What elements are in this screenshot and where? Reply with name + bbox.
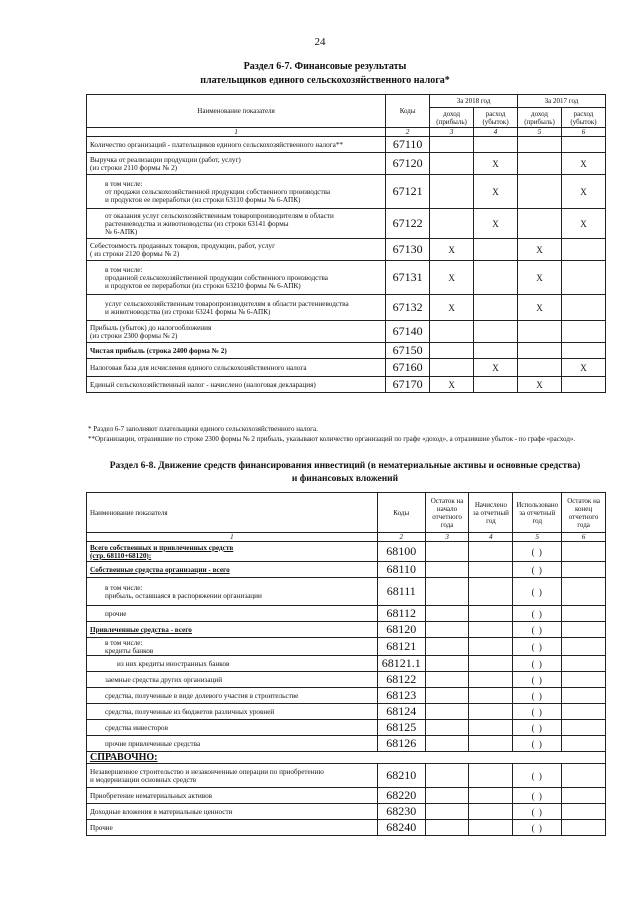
cell-2017-expense <box>562 261 606 295</box>
colnum-6: 6 <box>562 533 606 542</box>
cell-start <box>425 804 469 820</box>
section7-title-line1: Раздел 6-7. Финансовые результаты <box>243 61 407 72</box>
row-name: Всего собственных и привлеченных средств (стр. 68110+68120): <box>87 542 378 562</box>
cell-end <box>562 656 606 672</box>
cell-used: ( ) <box>513 672 562 688</box>
header-name: Наименование показателя <box>87 493 378 533</box>
colnum-2: 2 <box>386 128 430 137</box>
cell-used: ( ) <box>513 688 562 704</box>
cell-accrued <box>469 704 513 720</box>
cell-2018-income <box>430 321 474 343</box>
cell-accrued <box>469 578 513 606</box>
cell-2018-income: X <box>430 377 474 393</box>
row-code: 68124 <box>377 704 425 720</box>
table-row <box>87 153 606 175</box>
row-code: 68111 <box>377 578 425 606</box>
cell-accrued <box>469 820 513 836</box>
row-name: в том числе: кредиты банков <box>87 638 378 656</box>
cell-2018-expense <box>474 239 518 261</box>
row-name: прочие привлеченные средства <box>87 736 378 752</box>
row-name: в том числе: от продажи сельскохозяйственной продукции собственного производства и продуктов ее переработки (из строки 63110 формы № 6-АПК) <box>87 175 386 209</box>
cell-2018-expense <box>474 321 518 343</box>
cell-end <box>562 578 606 606</box>
row-code: 68220 <box>377 788 425 804</box>
table-row <box>87 672 606 688</box>
row-code: 68121 <box>377 638 425 656</box>
cell-2017-expense: X <box>562 153 606 175</box>
cell-2017-income <box>518 321 562 343</box>
row-name: Единый сельскохозяйственный налог - начислено (налоговая декларация) <box>87 377 386 393</box>
header-name: Наименование показателя <box>87 95 386 128</box>
cell-start <box>425 764 469 788</box>
row-code: 67110 <box>386 137 430 153</box>
row-code: 68240 <box>377 820 425 836</box>
row-name: средства инвесторов <box>87 720 378 736</box>
row-code: 67170 <box>386 377 430 393</box>
cell-start <box>425 656 469 672</box>
row-code: 67131 <box>386 261 430 295</box>
cell-start <box>425 720 469 736</box>
header-codes: Коды <box>386 95 430 128</box>
cell-accrued <box>469 764 513 788</box>
header-2018: За 2018 год <box>430 95 518 108</box>
cell-start <box>425 688 469 704</box>
table-row <box>87 606 606 622</box>
cell-used: ( ) <box>513 542 562 562</box>
table-row <box>87 359 606 377</box>
table-row <box>87 261 606 295</box>
colnum-1: 1 <box>87 128 386 137</box>
cell-start <box>425 578 469 606</box>
cell-2017-expense: X <box>562 359 606 377</box>
colnum-5: 5 <box>513 533 562 542</box>
section8-title-line2: и финансовых вложений <box>291 474 399 484</box>
table-row <box>87 209 606 239</box>
cell-2018-expense: X <box>474 175 518 209</box>
row-name: Чистая прибыль (строка 2400 форма № 2) <box>87 343 386 359</box>
header-end-balance: Остаток на конец отчетного года <box>562 493 606 533</box>
cell-end <box>562 788 606 804</box>
spravochno-row <box>87 752 606 764</box>
column-number-row <box>87 533 606 542</box>
row-code: 68112 <box>377 606 425 622</box>
cell-2017-income: X <box>518 377 562 393</box>
row-name: Приобретение нематериальных активов <box>87 788 378 804</box>
section8-title-line1: Раздел 6-8. Движение средств финансирования инвестиций (в нематериальные активы и основные средства) <box>109 461 581 471</box>
row-name: Себестоимость проданных товаров, продукции, работ, услуг ( из строки 2120 формы № 2) <box>87 239 386 261</box>
cell-used: ( ) <box>513 638 562 656</box>
cell-start <box>425 542 469 562</box>
cell-start <box>425 788 469 804</box>
cell-start <box>425 820 469 836</box>
cell-end <box>562 622 606 638</box>
cell-used: ( ) <box>513 656 562 672</box>
cell-end <box>562 704 606 720</box>
cell-2018-expense <box>474 343 518 359</box>
cell-2017-income: X <box>518 295 562 321</box>
cell-accrued <box>469 736 513 752</box>
table-row <box>87 622 606 638</box>
header-income-2017: доход (прибыль) <box>518 108 562 128</box>
row-name: Доходные вложения в материальные ценности <box>87 804 378 820</box>
row-code: 68110 <box>377 562 425 578</box>
row-code: 68126 <box>377 736 425 752</box>
row-name: от оказания услуг сельскохозяйственным товаропроизводителям в области растениеводства и животноводства (из строки 63141 формы № 6-АПК) <box>87 209 386 239</box>
row-code: 68121.1 <box>377 656 425 672</box>
table-row <box>87 688 606 704</box>
cell-2018-income <box>430 343 474 359</box>
cell-end <box>562 562 606 578</box>
cell-accrued <box>469 656 513 672</box>
section8-title <box>80 460 610 486</box>
row-name: Количество организаций - плательщиков единого сельскохозяйственного налога** <box>87 137 386 153</box>
column-number-row <box>87 128 606 137</box>
row-code: 68210 <box>377 764 425 788</box>
cell-2018-income <box>430 153 474 175</box>
cell-2017-income <box>518 153 562 175</box>
cell-2017-expense <box>562 295 606 321</box>
cell-2018-income <box>430 209 474 239</box>
row-name: Выручка от реализации продукции (работ, услуг) (из строки 2110 формы № 2) <box>87 153 386 175</box>
cell-accrued <box>469 622 513 638</box>
colnum-6: 6 <box>562 128 606 137</box>
header-accrued: Начислено за отчетный год <box>469 493 513 533</box>
cell-start <box>425 562 469 578</box>
footnote-2: **Организации, отразившие по строке 2300 формы № 2 прибыль, указывают количество организаций по графе «доход», а отразившие убыток - по графе «расход». <box>88 435 576 443</box>
row-name: Налоговая база для исчисления единого сельскохозяйственного налога <box>87 359 386 377</box>
cell-accrued <box>469 606 513 622</box>
cell-2018-expense: X <box>474 359 518 377</box>
table-row <box>87 578 606 606</box>
spravochno-label: СПРАВОЧНО: <box>87 752 606 764</box>
cell-end <box>562 720 606 736</box>
cell-end <box>562 688 606 704</box>
row-code: 67121 <box>386 175 430 209</box>
cell-start <box>425 606 469 622</box>
cell-used: ( ) <box>513 562 562 578</box>
cell-used: ( ) <box>513 764 562 788</box>
row-name: средства, полученные из бюджетов различных уровней <box>87 704 378 720</box>
header-2017: За 2017 год <box>518 95 606 108</box>
row-code: 67120 <box>386 153 430 175</box>
cell-accrued <box>469 672 513 688</box>
cell-2017-expense <box>562 239 606 261</box>
cell-accrued <box>469 688 513 704</box>
cell-used: ( ) <box>513 578 562 606</box>
table-row <box>87 656 606 672</box>
row-code: 67132 <box>386 295 430 321</box>
cell-accrued <box>469 720 513 736</box>
colnum-3: 3 <box>430 128 474 137</box>
cell-2018-income: X <box>430 295 474 321</box>
header-expense-2017: расход (убыток) <box>562 108 606 128</box>
cell-2018-income <box>430 175 474 209</box>
cell-2018-income <box>430 359 474 377</box>
table-row <box>87 321 606 343</box>
cell-start <box>425 704 469 720</box>
cell-start <box>425 638 469 656</box>
cell-used: ( ) <box>513 704 562 720</box>
cell-used: ( ) <box>513 720 562 736</box>
row-code: 68120 <box>377 622 425 638</box>
cell-accrued <box>469 562 513 578</box>
table-row <box>87 788 606 804</box>
cell-2017-income: X <box>518 239 562 261</box>
cell-2018-income <box>430 137 474 153</box>
cell-2018-income: X <box>430 239 474 261</box>
cell-end <box>562 820 606 836</box>
investment-funds-table <box>86 492 606 836</box>
header-income-2018: доход (прибыль) <box>430 108 474 128</box>
footnote-1: * Раздел 6-7 заполняют плательщики единого сельскохозяйственного налога. <box>88 425 318 433</box>
cell-2017-income: X <box>518 261 562 295</box>
cell-2017-income <box>518 359 562 377</box>
row-code: 68125 <box>377 720 425 736</box>
row-code: 68100 <box>377 542 425 562</box>
table-row <box>87 377 606 393</box>
colnum-5: 5 <box>518 128 562 137</box>
table-row <box>87 704 606 720</box>
row-name: в том числе: прибыль, оставшаяся в распоряжении организации <box>87 578 378 606</box>
row-name: Незавершенное строительство и незаконченные операции по приобретению и модернизации основных средств <box>87 764 378 788</box>
row-code: 67150 <box>386 343 430 359</box>
cell-start <box>425 736 469 752</box>
cell-used: ( ) <box>513 788 562 804</box>
cell-2017-expense <box>562 137 606 153</box>
row-code: 67140 <box>386 321 430 343</box>
cell-accrued <box>469 638 513 656</box>
cell-2018-expense: X <box>474 153 518 175</box>
section7-title <box>90 60 560 88</box>
cell-2018-expense <box>474 137 518 153</box>
page-number: 24 <box>314 36 326 48</box>
row-code: 67122 <box>386 209 430 239</box>
cell-end <box>562 638 606 656</box>
cell-2017-expense <box>562 321 606 343</box>
row-name: в том числе: проданной сельскохозяйственной продукции собственного производства и продуктов ее переработки (из строки 63210 формы № 6-АПК) <box>87 261 386 295</box>
table-row <box>87 720 606 736</box>
cell-used: ( ) <box>513 820 562 836</box>
cell-2018-expense <box>474 261 518 295</box>
table-row <box>87 542 606 562</box>
table-row <box>87 820 606 836</box>
cell-end <box>562 736 606 752</box>
cell-used: ( ) <box>513 736 562 752</box>
header-used: Использовано за отчетный год <box>513 493 562 533</box>
row-name: Прибыль (убыток) до налогообложения (из строки 2300 формы № 2) <box>87 321 386 343</box>
cell-used: ( ) <box>513 622 562 638</box>
cell-2017-expense: X <box>562 175 606 209</box>
cell-2017-income <box>518 175 562 209</box>
cell-2018-income: X <box>430 261 474 295</box>
cell-accrued <box>469 542 513 562</box>
colnum-3: 3 <box>425 533 469 542</box>
table-row <box>87 764 606 788</box>
cell-used: ( ) <box>513 606 562 622</box>
table-row <box>87 736 606 752</box>
row-code: 68122 <box>377 672 425 688</box>
table-row <box>87 175 606 209</box>
cell-2017-income <box>518 137 562 153</box>
row-code: 68230 <box>377 804 425 820</box>
table-row <box>87 343 606 359</box>
row-code: 68123 <box>377 688 425 704</box>
table-row <box>87 295 606 321</box>
cell-2017-expense <box>562 343 606 359</box>
table-row <box>87 638 606 656</box>
row-name: средства, полученные в виде долевого участия в строительстве <box>87 688 378 704</box>
cell-2017-expense <box>562 377 606 393</box>
table-row <box>87 804 606 820</box>
cell-2017-expense: X <box>562 209 606 239</box>
table-row <box>87 239 606 261</box>
cell-end <box>562 804 606 820</box>
row-name: услуг сельскохозяйственным товаропроизводителям в области растениеводства и животноводства (из строки 63241 формы № 6-АПК) <box>87 295 386 321</box>
table-row <box>87 137 606 153</box>
section7-title-line2: плательщиков единого сельскохозяйственного налога* <box>200 75 450 86</box>
colnum-2: 2 <box>377 533 425 542</box>
colnum-4: 4 <box>469 533 513 542</box>
cell-2018-expense <box>474 377 518 393</box>
cell-accrued <box>469 788 513 804</box>
cell-2018-expense <box>474 295 518 321</box>
cell-2017-income <box>518 343 562 359</box>
cell-end <box>562 764 606 788</box>
header-start-balance: Остаток на начало отчетного года <box>425 493 469 533</box>
header-expense-2018: расход (убыток) <box>474 108 518 128</box>
header-codes: Коды <box>377 493 425 533</box>
cell-end <box>562 672 606 688</box>
cell-used: ( ) <box>513 804 562 820</box>
row-code: 67130 <box>386 239 430 261</box>
cell-end <box>562 606 606 622</box>
cell-2018-expense: X <box>474 209 518 239</box>
row-name: Прочие <box>87 820 378 836</box>
table-row <box>87 562 606 578</box>
financial-results-table <box>86 94 606 393</box>
colnum-1: 1 <box>87 533 378 542</box>
colnum-4: 4 <box>474 128 518 137</box>
cell-accrued <box>469 804 513 820</box>
row-name: Привлеченные средства - всего <box>87 622 378 638</box>
row-name: прочие <box>87 606 378 622</box>
row-name: Собственные средства организации - всего <box>87 562 378 578</box>
cell-start <box>425 622 469 638</box>
cell-end <box>562 542 606 562</box>
row-name: из них кредиты иностранных банков <box>87 656 378 672</box>
row-name: заемные средства других организаций <box>87 672 378 688</box>
cell-start <box>425 672 469 688</box>
row-code: 67160 <box>386 359 430 377</box>
cell-2017-income <box>518 209 562 239</box>
